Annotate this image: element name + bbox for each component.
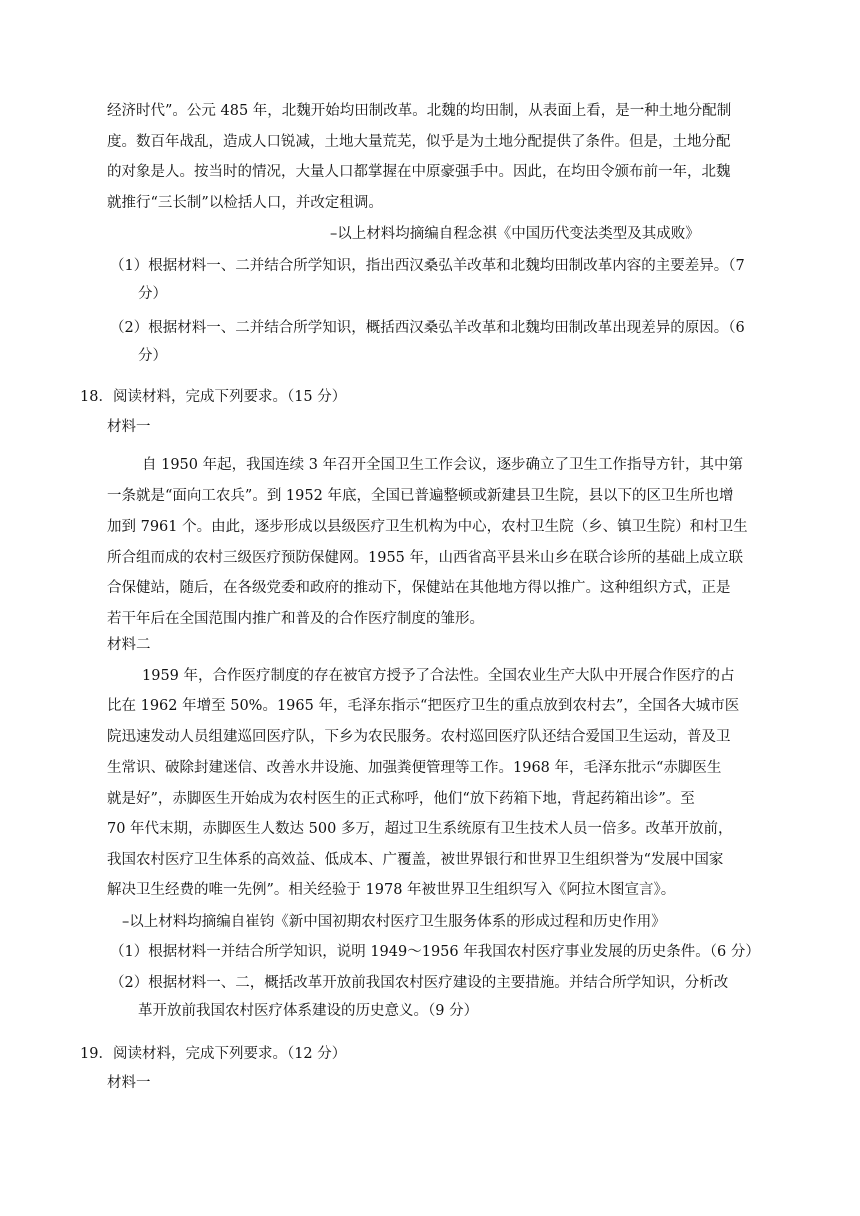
material-1-line: 合保健站，随后，在各级党委和政府的推动下，保健站在其他地方得以推广。这种组织方式，正是 bbox=[107, 580, 731, 596]
sub-question-2-cont: 分） bbox=[138, 348, 167, 364]
material-1-line: 所合组而成的农村三级医疗预防保健网。1955 年，山西省高平县米山乡在联合诊所的基础上成立联 bbox=[107, 550, 744, 566]
material-1-line: 一条就是“面向工农兵”。到 1952 年底，全国已普遍整顿或新建县卫生院，县以下的区卫生所也增 bbox=[107, 488, 734, 504]
material-1-line: 自 1950 年起，我国连续 3 年召开全国卫生工作会议，逐步确立了卫生工作指导方针，其中第 bbox=[142, 457, 744, 473]
material-1-line: 加到 7961 个。由此，逐步形成以县级医疗卫生机构为中心，农村卫生院（乡、镇卫生院）和村卫生 bbox=[107, 519, 748, 535]
material-2-line: 就是好”，赤脚医生开始成为农村医生的正式称呼，他们“放下药箱下地，背起药箱出诊”。至 bbox=[107, 791, 695, 807]
paragraph-line: 的对象是人。按当时的情况，大量人口都掌握在中原豪强手中。因此，在均田令颁布前一年，北魏 bbox=[107, 164, 731, 180]
paragraph-line: 就推行“三长制”以检括人口，并改定租调。 bbox=[107, 195, 383, 211]
paragraph-line: 度。数百年战乱，造成人口锐减，土地大量荒芜，似乎是为土地分配提供了条件。但是，土地分配 bbox=[107, 134, 731, 150]
sub-question-1: （1）根据材料一并结合所学知识，说明 1949～1956 年我国农村医疗事业发展的历史条件。（6 分） bbox=[110, 944, 760, 960]
source-citation: –以上材料均摘编自程念祺《中国历代变法类型及其成败》 bbox=[330, 226, 700, 242]
material-2-line: 70 年代末期，赤脚医生人数达 500 多万，超过卫生系统原有卫生技术人员一倍多。改革开放前， bbox=[107, 821, 733, 837]
source-citation: –以上材料均摘编自崔钧《新中国初期农村医疗卫生服务体系的形成过程和历史作用》 bbox=[122, 914, 666, 930]
sub-question-1-cont: 分） bbox=[138, 286, 167, 302]
sub-question-2: （2）根据材料一、二，概括改革开放前我国农村医疗建设的主要措施。并结合所学知识，分析改 bbox=[110, 975, 729, 991]
material-2-line: 1959 年，合作医疗制度的存在被官方授予了合法性。全国农业生产大队中开展合作医疗的占 bbox=[142, 668, 735, 684]
material-1-label: 材料一 bbox=[107, 419, 151, 435]
material-2-line: 院迅速发动人员组建巡回医疗队，下乡为农民服务。农村巡回医疗队还结合爱国卫生运动，普及卫 bbox=[107, 729, 731, 745]
material-2-label: 材料二 bbox=[107, 637, 151, 653]
sub-question-2: （2）根据材料一、二并结合所学知识，概括西汉桑弘羊改革和北魏均田制改革出现差异的原因。（6 bbox=[110, 320, 745, 336]
material-2-line: 解决卫生经费的唯一先例”。相关经验于 1978 年被世界卫生组织写入《阿拉木图宣言》。 bbox=[107, 882, 676, 898]
paragraph-line: 经济时代”。公元 485 年，北魏开始均田制改革。北魏的均田制，从表面上看，是一种土地分配制 bbox=[107, 103, 732, 119]
question-18-heading: 18．阅读材料，完成下列要求。（15 分） bbox=[80, 389, 347, 405]
material-1-line: 若干年后在全国范围内推广和普及的合作医疗制度的雏形。 bbox=[107, 611, 484, 627]
sub-question-2-cont: 革开放前我国农村医疗体系建设的历史意义。（9 分） bbox=[138, 1003, 479, 1019]
question-19-heading: 19．阅读材料，完成下列要求。（12 分） bbox=[80, 1046, 347, 1062]
sub-question-1: （1）根据材料一、二并结合所学知识，指出西汉桑弘羊改革和北魏均田制改革内容的主要差异。（7 bbox=[110, 258, 745, 274]
material-1-label: 材料一 bbox=[107, 1075, 151, 1091]
material-2-line: 比在 1962 年增至 50%。1965 年，毛泽东指示“把医疗卫生的重点放到农村去”，全国各大城市医 bbox=[107, 698, 740, 714]
material-2-line: 我国农村医疗卫生体系的高效益、低成本、广覆盖，被世界银行和世界卫生组织誉为“发展中国家 bbox=[107, 852, 724, 868]
material-2-line: 生常识、破除封建迷信、改善水井设施、加强粪便管理等工作。1968 年，毛泽东批示“赤脚医生 bbox=[107, 760, 722, 776]
